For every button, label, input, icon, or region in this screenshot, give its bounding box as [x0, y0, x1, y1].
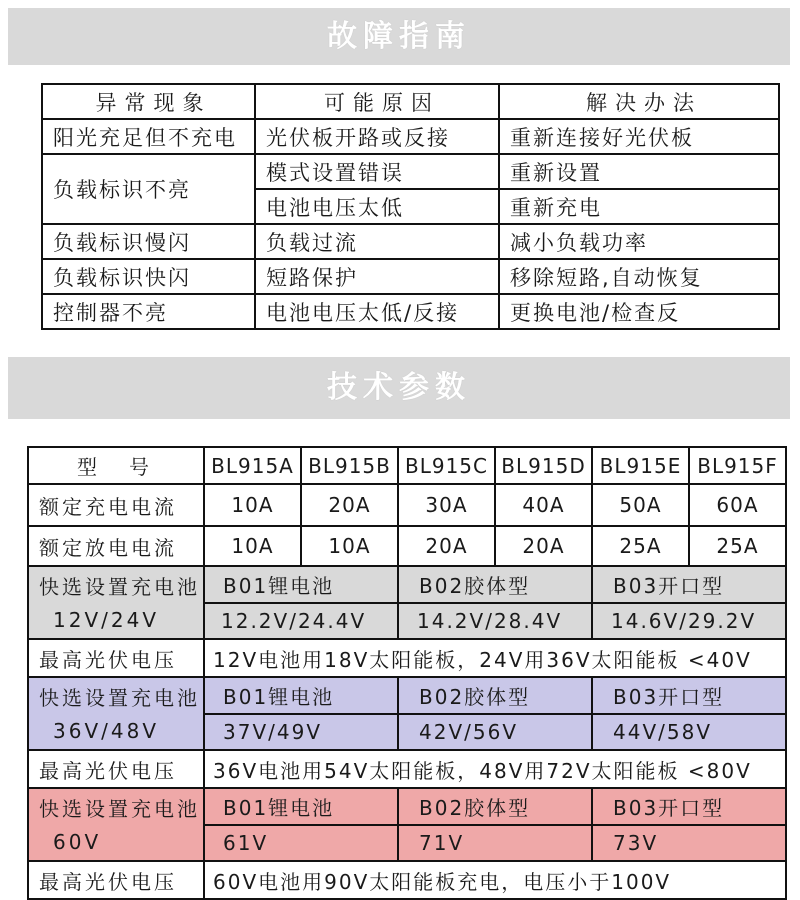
battery-type-cell: B02胶体型 [398, 566, 592, 603]
table-row [42, 259, 779, 294]
header-cause: 可能原因 [255, 84, 499, 119]
battery-type-row [28, 566, 786, 603]
quick-set-label [28, 677, 204, 750]
value-cell: 20A [301, 484, 398, 526]
quick-set-title: 快选设置充电池 [39, 797, 200, 821]
value-cell: 60A [689, 484, 786, 526]
cause-cell: 光伏板开路或反接 [255, 119, 499, 154]
solution-cell: 减小负载功率 [499, 224, 779, 259]
symptom-cell: 负载标识慢闪 [42, 224, 255, 259]
battery-type-cell: B03开口型 [592, 566, 786, 603]
max-pv-label: 最高光伏电压 [28, 639, 204, 677]
solution-cell: 重新连接好光伏板 [499, 119, 779, 154]
table-header-row [42, 84, 779, 119]
battery-voltage: 12V/24V [53, 608, 159, 632]
quick-set-title: 快选设置充电池 [39, 575, 200, 599]
charge-voltage-cell: 12.2V/24.4V [204, 603, 398, 639]
value-cell: 40A [495, 484, 592, 526]
solution-cell: 重新设置 [499, 154, 779, 189]
fault-guide-title: 故障指南 [327, 19, 471, 54]
quick-set-label [28, 788, 204, 861]
battery-voltage: 60V [53, 830, 102, 854]
quick-set-title: 快选设置充电池 [39, 686, 200, 710]
solution-cell: 移除短路,自动恢复 [499, 259, 779, 294]
cause-cell: 短路保护 [255, 259, 499, 294]
charge-voltage-cell: 14.2V/28.4V [398, 603, 592, 639]
value-cell: 20A [398, 526, 495, 566]
battery-type-cell: B02胶体型 [398, 788, 592, 825]
battery-type-cell: B01锂电池 [204, 788, 398, 825]
tech-spec-table [27, 446, 787, 900]
battery-type-cell: B03开口型 [592, 677, 786, 714]
table-row [42, 224, 779, 259]
solution-cell: 更换电池/检查反 [499, 294, 779, 329]
value-cell: 25A [689, 526, 786, 566]
cause-cell: 负载过流 [255, 224, 499, 259]
model-cell: BL915B [301, 447, 398, 484]
model-cell: BL915D [495, 447, 592, 484]
fault-guide-banner [8, 8, 790, 65]
charge-current-row [28, 484, 786, 526]
symptom-cell: 控制器不亮 [42, 294, 255, 329]
battery-type-row [28, 788, 786, 825]
value-cell: 10A [301, 526, 398, 566]
cause-cell: 电池电压太低 [255, 189, 499, 224]
charge-voltage-cell: 42V/56V [398, 714, 592, 750]
charge-voltage-cell: 44V/58V [592, 714, 786, 750]
battery-type-cell: B03开口型 [592, 788, 786, 825]
symptom-cell: 负载标识快闪 [42, 259, 255, 294]
cause-cell: 电池电压太低/反接 [255, 294, 499, 329]
header-solution: 解决办法 [499, 84, 779, 119]
cause-cell: 模式设置错误 [255, 154, 499, 189]
charge-voltage-cell: 71V [398, 825, 592, 861]
max-pv-row [28, 861, 786, 899]
value-cell: 20A [495, 526, 592, 566]
value-cell: 25A [592, 526, 689, 566]
tech-spec-banner [8, 357, 790, 419]
discharge-current-row [28, 526, 786, 566]
model-cell: BL915E [592, 447, 689, 484]
value-cell: 10A [204, 526, 301, 566]
table-row [42, 294, 779, 329]
discharge-current-label: 额定放电电流 [28, 526, 204, 566]
value-cell: 30A [398, 484, 495, 526]
charge-voltage-cell: 73V [592, 825, 786, 861]
battery-type-cell: B01锂电池 [204, 677, 398, 714]
model-cell: BL915A [204, 447, 301, 484]
table-row [42, 154, 779, 189]
max-pv-label: 最高光伏电压 [28, 861, 204, 899]
charge-voltage-cell: 14.6V/29.2V [592, 603, 786, 639]
symptom-cell: 阳光充足但不充电 [42, 119, 255, 154]
symptom-cell: 负载标识不亮 [42, 154, 255, 224]
model-cell: BL915F [689, 447, 786, 484]
charge-voltage-cell: 37V/49V [204, 714, 398, 750]
model-label: 型 号 [28, 447, 204, 484]
model-cell: BL915C [398, 447, 495, 484]
header-symptom: 异常现象 [42, 84, 255, 119]
max-pv-value: 36V电池用54V太阳能板，48V用72V太阳能板 <80V [204, 750, 786, 788]
model-row [28, 447, 786, 484]
quick-set-label [28, 566, 204, 639]
fault-guide-table [41, 83, 780, 330]
charge-current-label: 额定充电电流 [28, 484, 204, 526]
battery-type-row [28, 677, 786, 714]
max-pv-value: 60V电池用90V太阳能板充电，电压小于100V [204, 861, 786, 899]
battery-voltage: 36V/48V [53, 719, 159, 743]
battery-type-cell: B01锂电池 [204, 566, 398, 603]
max-pv-row [28, 750, 786, 788]
battery-type-cell: B02胶体型 [398, 677, 592, 714]
max-pv-label: 最高光伏电压 [28, 750, 204, 788]
value-cell: 50A [592, 484, 689, 526]
charge-voltage-cell: 61V [204, 825, 398, 861]
max-pv-row [28, 639, 786, 677]
tech-spec-title: 技术参数 [327, 370, 471, 405]
solution-cell: 重新充电 [499, 189, 779, 224]
max-pv-value: 12V电池用18V太阳能板，24V用36V太阳能板 <40V [204, 639, 786, 677]
table-row [42, 119, 779, 154]
value-cell: 10A [204, 484, 301, 526]
